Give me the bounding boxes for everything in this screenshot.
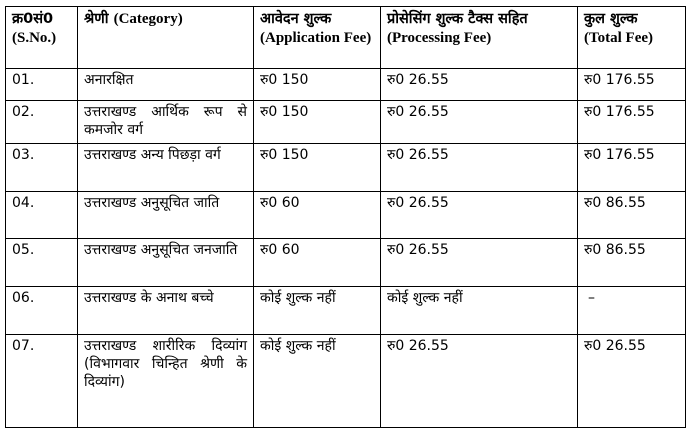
header-sno-en: (S.No.) xyxy=(12,30,57,46)
header-category-hi: श्रेणी xyxy=(84,11,109,27)
header-processing-fee-en: (Processing Fee) xyxy=(387,30,492,46)
row-application-fee: कोई शुल्क नहीं xyxy=(254,335,381,428)
row-sno: 03. xyxy=(6,144,78,192)
header-application-fee-en: (Application Fee) xyxy=(260,30,372,46)
row-application-fee: रु0 60 xyxy=(254,192,381,239)
row-application-fee: रु0 150 xyxy=(254,101,381,144)
header-processing-fee-hi: प्रोसेसिंग शुल्क टैक्स सहित xyxy=(387,11,528,27)
header-sno xyxy=(6,7,78,69)
row-total-fee: रु0 86.55 xyxy=(578,192,686,239)
row-category: उत्तराखण्ड के अनाथ बच्चे xyxy=(78,287,254,335)
row-application-fee: कोई शुल्क नहीं xyxy=(254,287,381,335)
row-sno: 05. xyxy=(6,239,78,287)
table-row xyxy=(6,69,686,101)
header-processing-fee xyxy=(381,7,578,69)
table-row xyxy=(6,101,686,144)
header-total-fee xyxy=(578,7,686,69)
header-application-fee xyxy=(254,7,381,69)
table-row xyxy=(6,144,686,192)
header-category xyxy=(78,7,254,69)
row-processing-fee: रु0 26.55 xyxy=(381,335,578,428)
row-sno: 01. xyxy=(6,69,78,101)
header-row xyxy=(6,7,686,69)
row-total-fee: रु0 176.55 xyxy=(578,69,686,101)
row-application-fee: रु0 150 xyxy=(254,69,381,101)
header-category-en: (Category) xyxy=(113,11,183,27)
row-processing-fee: रु0 26.55 xyxy=(381,144,578,192)
row-sno: 07. xyxy=(6,335,78,428)
row-processing-fee: रु0 26.55 xyxy=(381,101,578,144)
header-sno-hi: क्र0सं0 xyxy=(12,11,54,27)
header-total-fee-en: (Total Fee) xyxy=(584,30,654,46)
row-total-fee: रु0 86.55 xyxy=(578,239,686,287)
row-category: उत्तराखण्ड आर्थिक रूप से कमजोर वर्ग xyxy=(78,101,254,144)
fee-table-header xyxy=(6,7,686,69)
table-row xyxy=(6,287,686,335)
header-total-fee-hi: कुल शुल्क xyxy=(584,11,638,27)
row-category: उत्तराखण्ड अनुसूचित जनजाति xyxy=(78,239,254,287)
row-processing-fee: रु0 26.55 xyxy=(381,69,578,101)
row-total-fee: – xyxy=(578,287,686,335)
table-row xyxy=(6,239,686,287)
row-application-fee: रु0 60 xyxy=(254,239,381,287)
row-total-fee: रु0 176.55 xyxy=(578,101,686,144)
header-application-fee-hi: आवेदन शुल्क xyxy=(260,11,332,27)
row-total-fee: रु0 176.55 xyxy=(578,144,686,192)
fee-table xyxy=(5,6,686,428)
row-sno: 02. xyxy=(6,101,78,144)
row-processing-fee: रु0 26.55 xyxy=(381,239,578,287)
row-category: उत्तराखण्ड शारीरिक दिव्यांग (विभागवार चिन्हित श्रेणी के दिव्यांग) xyxy=(78,335,254,428)
row-processing-fee: रु0 26.55 xyxy=(381,192,578,239)
table-row xyxy=(6,192,686,239)
row-processing-fee: कोई शुल्क नहीं xyxy=(381,287,578,335)
row-total-fee: रु0 26.55 xyxy=(578,335,686,428)
fee-table-body xyxy=(6,69,686,428)
row-category: अनारक्षित xyxy=(78,69,254,101)
row-category: उत्तराखण्ड अन्य पिछड़ा वर्ग xyxy=(78,144,254,192)
row-sno: 04. xyxy=(6,192,78,239)
row-sno: 06. xyxy=(6,287,78,335)
row-application-fee: रु0 150 xyxy=(254,144,381,192)
row-category: उत्तराखण्ड अनुसूचित जाति xyxy=(78,192,254,239)
table-row xyxy=(6,335,686,428)
